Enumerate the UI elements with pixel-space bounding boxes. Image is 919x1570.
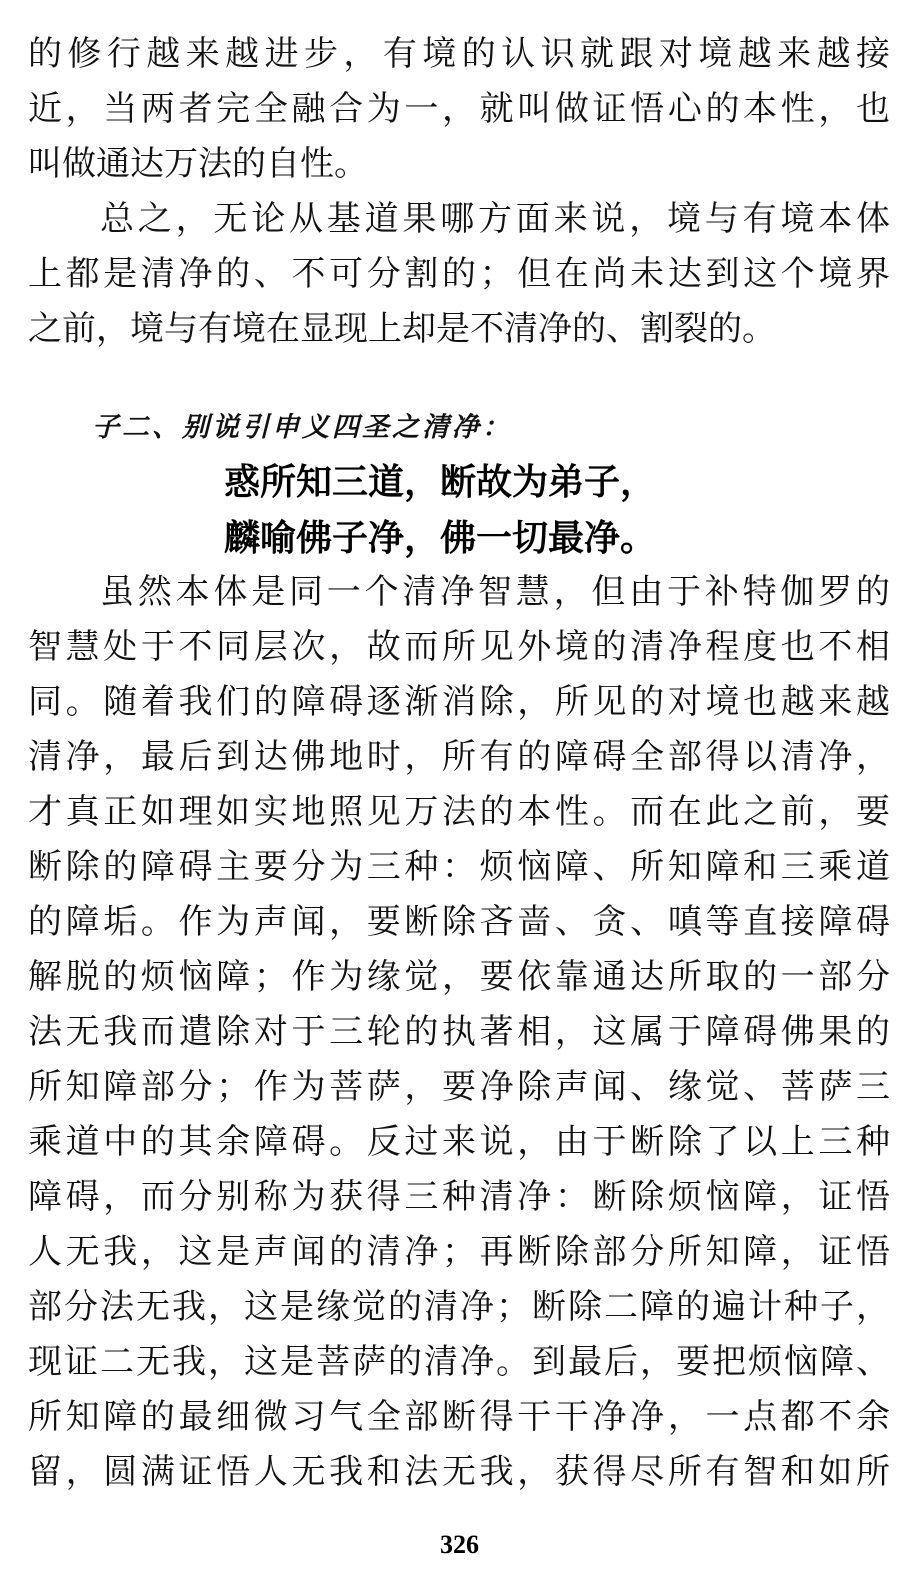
body-line: 虽然本体是同一个清净智慧，但由于补特伽罗的: [100, 572, 890, 612]
body-line: 的修行越来越进步，有境的认识就跟对境越来越接: [28, 34, 890, 74]
body-line: 叫做通达万法的自性。: [28, 144, 368, 184]
body-line: 智慧处于不同层次，故而所见外境的清净程度也不相: [28, 627, 890, 667]
body-line: 总之，无论从基道果哪方面来说，境与有境本体: [100, 199, 890, 239]
body-line: 断除的障碍主要分为三种：烦恼障、所知障和三乘道: [28, 847, 890, 887]
page-number: 326: [440, 1530, 479, 1559]
body-line: 解脱的烦恼障；作为缘觉，要依靠通达所取的一部分: [28, 957, 890, 997]
body-line: 所知障的最细微习气全部断得干干净净，一点都不余: [28, 1397, 890, 1437]
body-line: 才真正如理如实地照见万法的本性。而在此之前，要: [28, 792, 890, 832]
body-line: 法无我而遣除对于三轮的执著相，这属于障碍佛果的: [28, 1012, 890, 1052]
body-line: 的障垢。作为声闻，要断除吝啬、贪、嗔等直接障碍: [28, 902, 890, 942]
verse-line: 麟喻佛子净，佛一切最净。: [224, 518, 657, 559]
body-line: 障碍，而分别称为获得三种清净：断除烦恼障，证悟: [28, 1177, 890, 1217]
body-line: 人无我，这是声闻的清净；再断除部分所知障，证悟: [28, 1232, 890, 1272]
body-line: 同。随着我们的障碍逐渐消除，所见的对境也越来越: [28, 682, 890, 722]
body-line: 所知障部分；作为菩萨，要净除声闻、缘觉、菩萨三: [28, 1067, 890, 1107]
verse-line: 惑所知三道，断故为弟子，: [224, 462, 657, 503]
body-line: 留，圆满证悟人无我和法无我，获得尽所有智和如所: [28, 1452, 890, 1492]
body-line: 乘道中的其余障碍。反过来说，由于断除了以上三种: [28, 1122, 890, 1162]
body-line: 上都是清净的、不可分割的；但在尚未达到这个境界: [28, 254, 890, 294]
body-line: 现证二无我，这是菩萨的清净。到最后，要把烦恼障、: [28, 1342, 890, 1382]
body-line: 部分法无我，这是缘觉的清净；断除二障的遍计种子，: [28, 1287, 890, 1327]
body-line: 清净，最后到达佛地时，所有的障碍全部得以清净，: [28, 737, 890, 777]
section-heading: 子二、别说引申义四圣之清净：: [92, 412, 512, 443]
body-line: 之前，境与有境在显现上却是不清净的、割裂的。: [28, 309, 776, 349]
body-line: 近，当两者完全融合为一，就叫做证悟心的本性，也: [28, 89, 890, 129]
